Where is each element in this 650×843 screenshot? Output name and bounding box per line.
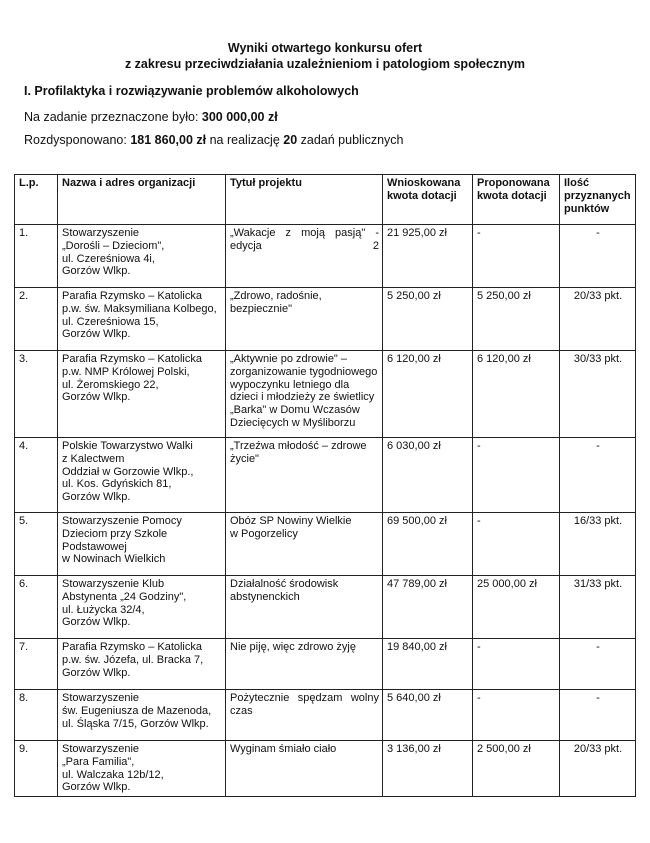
cell-project-title: Wyginam śmiało ciało bbox=[226, 741, 383, 797]
cell-organization: Parafia Rzymsko – Katolicka p.w. św. Józefa, ul. Bracka 7, Gorzów Wlkp. bbox=[58, 639, 226, 690]
budget-label: Na zadanie przeznaczone było: bbox=[24, 110, 199, 124]
cell-proposed-amount: - bbox=[473, 690, 560, 741]
cell-organization: Parafia Rzymsko – Katolicka p.w. św. Maksymiliana Kolbego, ul. Czereśniowa 15, Gorzów Wlkp. bbox=[58, 288, 226, 351]
cell-requested-amount: 19 840,00 zł bbox=[383, 639, 473, 690]
cell-project-title: „Aktywnie po zdrowie" – zorganizowanie tygodniowego wypoczynku letniego dla dzieci i młodzieży ze świetlicy „Barka" w Domu Wczasów Dziecięcych w Myśliborzu bbox=[226, 351, 383, 438]
cell-project-title: Obóz SP Nowiny Wielkie w Pogorzelicy bbox=[226, 513, 383, 576]
cell-score: 30/33 pkt. bbox=[560, 351, 636, 438]
section-heading: I. Profilaktyka i rozwiązywanie problemów alkoholowych bbox=[24, 84, 359, 98]
cell-organization: Stowarzyszenie „Dorośli – Dzieciom", ul. Czereśniowa 4i, Gorzów Wlkp. bbox=[58, 225, 226, 288]
cell-proposed-amount: 6 120,00 zł bbox=[473, 351, 560, 438]
cell-lp: 7. bbox=[15, 639, 58, 690]
cell-score: 31/33 pkt. bbox=[560, 576, 636, 639]
cell-lp: 3. bbox=[15, 351, 58, 438]
header-requested-amount: Wnioskowana kwota dotacji bbox=[383, 175, 473, 225]
cell-score: 16/33 pkt. bbox=[560, 513, 636, 576]
cell-lp: 1. bbox=[15, 225, 58, 288]
cell-score: - bbox=[560, 438, 636, 513]
cell-organization: Polskie Towarzystwo Walki z Kalectwem Oddział w Gorzowie Wlkp., ul. Kos. Gdyńskich 81, Gorzów Wlkp. bbox=[58, 438, 226, 513]
cell-organization: Parafia Rzymsko – Katolicka p.w. NMP Królowej Polski, ul. Żeromskiego 22, Gorzów Wlkp. bbox=[58, 351, 226, 438]
header-proposed-amount: Proponowana kwota dotacji bbox=[473, 175, 560, 225]
table-row bbox=[15, 351, 636, 438]
table-row bbox=[15, 576, 636, 639]
cell-organization: Stowarzyszenie Pomocy Dzieciom przy Szkole Podstawowej w Nowinach Wielkich bbox=[58, 513, 226, 576]
cell-requested-amount: 5 640,00 zł bbox=[383, 690, 473, 741]
budget-amount: 300 000,00 zł bbox=[201, 110, 278, 124]
cell-project-title: Nie piję, więc zdrowo żyję bbox=[226, 639, 383, 690]
table-row bbox=[15, 225, 636, 288]
document-subtitle: z zakresu przeciwdziałania uzależnieniom i patologiom społecznym bbox=[124, 57, 526, 71]
cell-requested-amount: 6 120,00 zł bbox=[383, 351, 473, 438]
cell-proposed-amount: 25 000,00 zł bbox=[473, 576, 560, 639]
cell-requested-amount: 3 136,00 zł bbox=[383, 741, 473, 797]
cell-proposed-amount: - bbox=[473, 513, 560, 576]
header-project-title: Tytuł projektu bbox=[226, 175, 383, 225]
cell-lp: 6. bbox=[15, 576, 58, 639]
cell-lp: 9. bbox=[15, 741, 58, 797]
cell-project-title: Działalność środowisk abstynenckich bbox=[226, 576, 383, 639]
cell-organization: Stowarzyszenie „Para Familia", ul. Walczaka 12b/12, Gorzów Wlkp. bbox=[58, 741, 226, 797]
cell-organization: Stowarzyszenie św. Eugeniusza de Mazenoda, ul. Śląska 7/15, Gorzów Wlkp. bbox=[58, 690, 226, 741]
allocated-suffix: zadań publicznych bbox=[300, 133, 404, 147]
cell-project-title: Pożytecznie spędzam wolny czas bbox=[226, 690, 383, 741]
table-row bbox=[15, 690, 636, 741]
allocated-line bbox=[24, 133, 404, 147]
cell-proposed-amount: - bbox=[473, 639, 560, 690]
cell-requested-amount: 6 030,00 zł bbox=[383, 438, 473, 513]
table-body bbox=[15, 225, 636, 797]
cell-score: - bbox=[560, 225, 636, 288]
cell-lp: 5. bbox=[15, 513, 58, 576]
cell-score: 20/33 pkt. bbox=[560, 741, 636, 797]
table-row bbox=[15, 438, 636, 513]
header-score: Ilość przyznanych punktów bbox=[560, 175, 636, 225]
cell-score: - bbox=[560, 690, 636, 741]
table-row bbox=[15, 513, 636, 576]
cell-project-title: „Trzeźwa młodość – zdrowe życie" bbox=[226, 438, 383, 513]
cell-organization: Stowarzyszenie Klub Abstynenta „24 Godziny", ul. Łużycka 32/4, Gorzów Wlkp. bbox=[58, 576, 226, 639]
cell-requested-amount: 69 500,00 zł bbox=[383, 513, 473, 576]
table-row bbox=[15, 288, 636, 351]
cell-project-title: „Wakacje z moją pasją" - edycja 2 bbox=[226, 225, 383, 288]
table-row bbox=[15, 741, 636, 797]
header-lp: L.p. bbox=[15, 175, 58, 225]
cell-lp: 8. bbox=[15, 690, 58, 741]
allocated-middle: na realizację bbox=[209, 133, 280, 147]
table-row bbox=[15, 639, 636, 690]
cell-requested-amount: 21 925,00 zł bbox=[383, 225, 473, 288]
allocated-label: Rozdysponowano: bbox=[24, 133, 127, 147]
table-header-row bbox=[15, 175, 636, 225]
cell-project-title: „Zdrowo, radośnie, bezpiecznie" bbox=[226, 288, 383, 351]
cell-lp: 2. bbox=[15, 288, 58, 351]
allocated-count: 20 bbox=[283, 133, 298, 147]
cell-requested-amount: 47 789,00 zł bbox=[383, 576, 473, 639]
results-table bbox=[14, 174, 636, 797]
cell-proposed-amount: - bbox=[473, 225, 560, 288]
cell-lp: 4. bbox=[15, 438, 58, 513]
allocated-amount: 181 860,00 zł bbox=[130, 133, 207, 147]
cell-score: 20/33 pkt. bbox=[560, 288, 636, 351]
cell-proposed-amount: - bbox=[473, 438, 560, 513]
budget-line bbox=[24, 110, 278, 124]
header-organization: Nazwa i adres organizacji bbox=[58, 175, 226, 225]
document-title: Wyniki otwartego konkursu ofert bbox=[227, 41, 423, 55]
cell-proposed-amount: 5 250,00 zł bbox=[473, 288, 560, 351]
cell-proposed-amount: 2 500,00 zł bbox=[473, 741, 560, 797]
cell-score: - bbox=[560, 639, 636, 690]
cell-requested-amount: 5 250,00 zł bbox=[383, 288, 473, 351]
